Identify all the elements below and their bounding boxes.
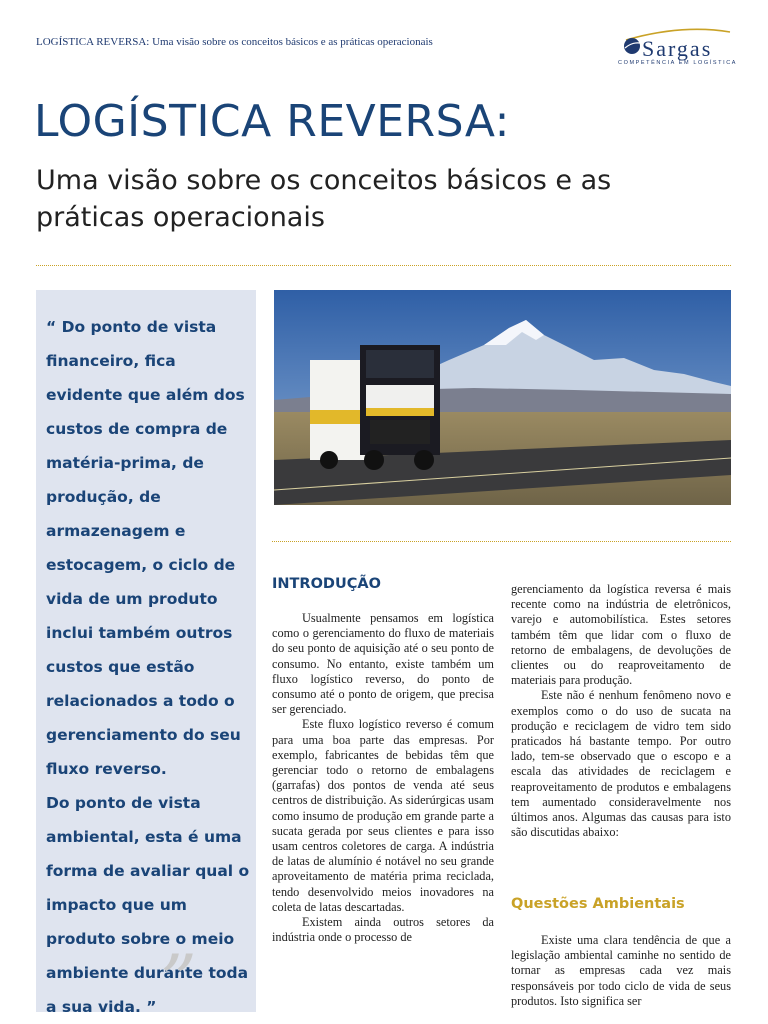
- pull-quote-text: [46, 310, 251, 1024]
- logo-tagline: COMPETÊNCIA EM LOGÍSTICA: [618, 60, 738, 66]
- text-column-3: [511, 933, 731, 1009]
- text-column-2: [511, 582, 731, 840]
- page-subtitle: Uma visão sobre os conceitos básicos e as práticas operacionais: [36, 165, 612, 233]
- closing-quote-mark: ”: [160, 939, 197, 1023]
- paragraph: gerenciamento da logística reversa é mais recente como na indústria de eletrônicos, varejo e automobilística. Estes setores também têm que lidar com o fluxo de retorno de embalagens, de devoluções de clientes ou do reaproveitamento de materiais para produção.: [511, 582, 731, 688]
- paragraph: Existe uma clara tendência de que a legislação ambiental caminhe no sentido de tornar as empresas cada vez mais responsáveis por todo ciclo de vida de seus produtos. Isto significa ser: [511, 933, 731, 1008]
- pull-quote-part2: Do ponto de vista ambiental, esta é uma forma de avaliar qual o impacto que um produto sobre o meio ambiente durante toda a sua vida. ”: [46, 794, 250, 1016]
- column-divider: [272, 541, 731, 542]
- text-column-1: [272, 611, 494, 945]
- paragraph: Este não é nenhum fenômeno novo e exemplos como o do uso de sucata na produção e reciclagem de vidro tem sido praticados há bastante tempo. Por outro lado, tem-se observado que o escopo e a escala das atividades de reciclagem e reaproveitamento de produtos e embalagens tem aumentado consideravelmente nos últimos anos. Algumas das causas para isto são discutidas abaixo:: [511, 688, 731, 840]
- title-divider: [36, 265, 731, 266]
- logo-brand: Sargas: [642, 36, 713, 61]
- running-header: LOGÍSTICA REVERSA: Uma visão sobre os conceitos básicos e as práticas operacionais: [36, 36, 433, 48]
- page-title: LOGÍSTICA REVERSA:: [34, 96, 510, 147]
- pull-quote-part1: “ Do ponto de vista financeiro, fica evidente que além dos custos de compra de matéria-prima, de produção, de armazenagem e estocagem, o ciclo de vida de um produto inclui também outros custos que estão relacionados a todo o gerenciamento do seu fluxo reverso.: [46, 318, 245, 778]
- pull-quote-box: [36, 290, 256, 1023]
- paragraph: Usualmente pensamos em logística como o gerenciamento do fluxo de materiais do seu ponto de aquisição até o seu ponto de consumo. No entanto, existe também um fluxo logístico reverso, do ponto de consumo até o ponto de origem, que precisa ser gerenciado.: [272, 611, 494, 717]
- section-heading-questoes-ambientais: Questões Ambientais: [511, 896, 685, 912]
- sargas-logo: [612, 26, 742, 72]
- section-heading-introducao: INTRODUÇÃO: [272, 576, 381, 592]
- paragraph: Existem ainda outros setores da indústria onde o processo de: [272, 915, 494, 945]
- paragraph: Este fluxo logístico reverso é comum para uma boa parte das empresas. Por exemplo, fabricantes de bebidas têm que gerenciar todo o retorno de embalagens (garrafas) dos pontos de venda até seus centros de distribuição. As siderúrgicas usam como insumo de produção em grande parte a sucata gerada por seus clientes e para isso usam centros coletores de carga. A indústria de latas de alumínio é notável no seu grande aproveitamento de matéria prima reciclada, tendo desenvolvido meios inovadores na coleta de latas descartadas.: [272, 717, 494, 914]
- truck-mountain-photo: [274, 290, 731, 505]
